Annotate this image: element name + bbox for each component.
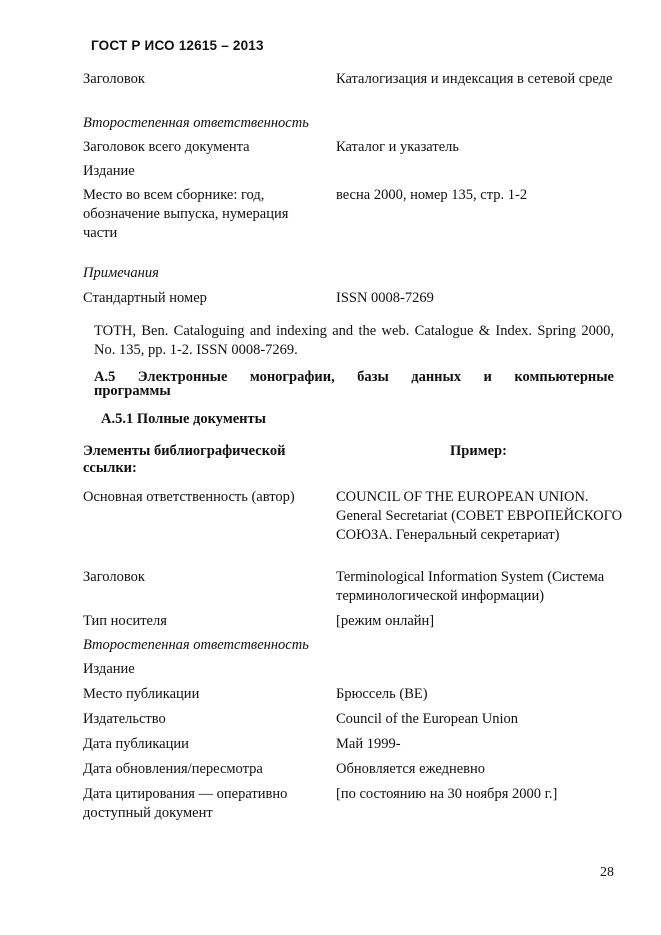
element-value: [по состоянию на 30 ноября 2000 г.] — [336, 786, 558, 802]
element-label: Место во всем сборнике: год, обозначение выпуска, нумерация части — [83, 187, 289, 241]
element-label: Издательство — [83, 711, 166, 727]
element-label: Дата цитирования — оперативно доступный документ — [83, 786, 288, 821]
element-label: Дата публикации — [83, 736, 189, 752]
element-value: Обновляется ежедневно — [336, 761, 486, 777]
element-value: весна 2000, номер 135, стр. 1-2 — [336, 187, 528, 203]
document-standard-header: ГОСТ Р ИСО 12615 – 2013 — [91, 38, 264, 53]
element-value: ISSN 0008-7269 — [336, 290, 434, 306]
element-label: Издание — [83, 661, 135, 677]
element-label: Тип носителя — [83, 613, 167, 629]
element-value: Каталогизация и индексация в сетевой среде — [336, 71, 613, 87]
element-label: Заголовок всего документа — [83, 139, 250, 155]
element-value: Terminological Information System (Система терминологической информации) — [336, 569, 605, 604]
element-value: Брюссель (BE) — [336, 686, 428, 702]
element-label: Место публикации — [83, 686, 200, 702]
element-value: Каталог и указатель — [336, 139, 459, 155]
subsection-heading: А.5.1 Полные документы — [101, 411, 266, 427]
element-value: [режим онлайн] — [336, 613, 435, 629]
element-label: Дата обновления/пересмотра — [83, 761, 263, 777]
element-value: COUNCIL OF THE EUROPEAN UNION. General Secretariat (СОВЕТ ЕВРОПЕЙСКОГО СОЮЗА. Генеральный секретариат) — [336, 489, 623, 543]
page-number: 28 — [600, 865, 614, 880]
element-label: Заголовок — [83, 71, 145, 87]
column-heading-elements: Элементы библиографической ссылки: — [83, 443, 286, 476]
column-heading-example: Пример: — [450, 443, 507, 459]
section-heading-continued: программы — [94, 383, 171, 399]
notes-heading: Примечания — [83, 265, 159, 281]
edition-label: Издание — [83, 163, 135, 179]
secondary-responsibility-heading: Второстепенная ответственность — [83, 115, 309, 131]
element-value: Май 1999- — [336, 736, 401, 752]
element-label: Заголовок — [83, 569, 145, 585]
element-label: Стандартный номер — [83, 290, 207, 306]
secondary-responsibility-heading: Второстепенная ответственность — [83, 637, 309, 653]
element-value: Council of the European Union — [336, 711, 519, 727]
reference-example-paragraph: TOTH, Ben. Cataloguing and indexing and the web. Catalogue & Index. Spring 2000, No. 135, pp. 1-2. ISSN 0008-7269. — [94, 323, 614, 358]
section-heading: А.5 Электронные монографии, базы данных и компьютерные — [94, 369, 614, 385]
element-label: Основная ответственность (автор) — [83, 489, 295, 505]
